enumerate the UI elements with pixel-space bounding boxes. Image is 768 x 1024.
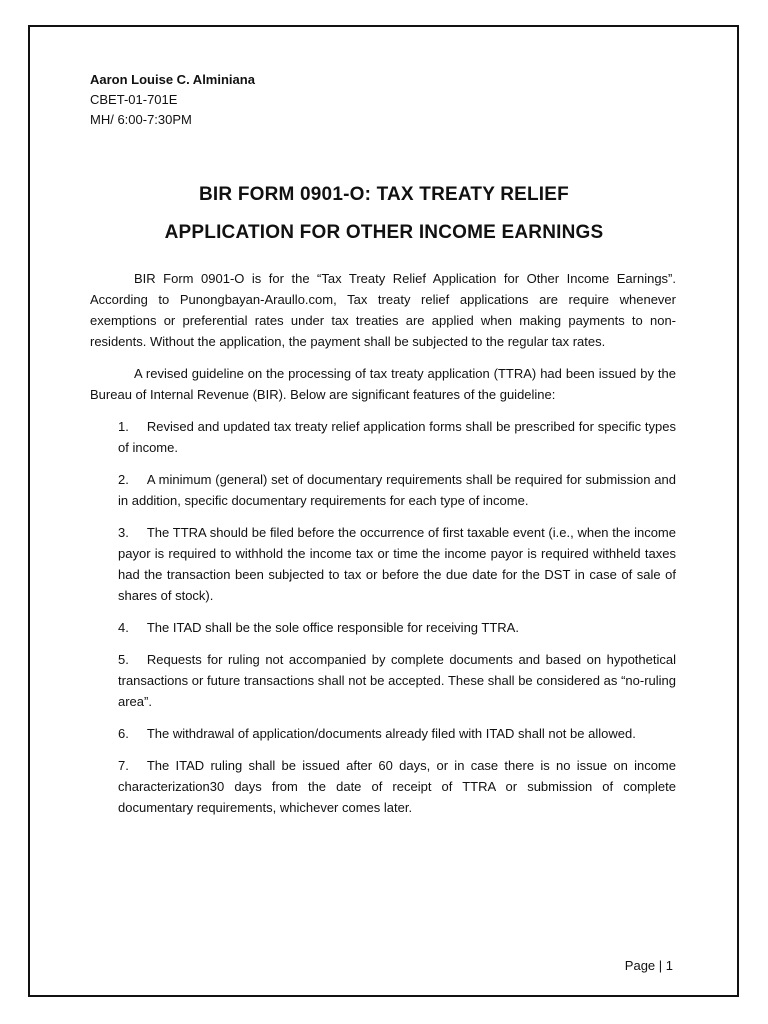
document-body	[90, 268, 676, 829]
list-item	[118, 649, 676, 712]
features-list	[90, 416, 676, 818]
list-item-number: 7.	[118, 758, 129, 773]
list-item	[118, 755, 676, 818]
page-number: Page | 1	[624, 958, 673, 973]
list-item-text: The withdrawal of application/documents already filed with ITAD shall not be allowed.	[146, 726, 636, 741]
author-schedule: MH/ 6:00-7:30PM	[90, 112, 192, 127]
author-section: CBET-01-701E	[90, 92, 178, 107]
list-item-text: The TTRA should be filed before the occurrence of first taxable event (i.e., when the income payor is required to withhold the income tax or time the income payor is required withheld taxes had the transaction been subjected to tax or before the due date for the DST in case of sale of shares of stock).	[118, 525, 676, 603]
title-line-2: APPLICATION FOR OTHER INCOME EARNINGS	[164, 222, 604, 243]
list-item	[118, 522, 676, 606]
list-item-text: The ITAD ruling shall be issued after 60 days, or in case there is no issue on income characterization30 days from the date of receipt of TTRA or submission of complete documentary requirements, whichever comes later.	[118, 758, 676, 815]
list-item-text: Revised and updated tax treaty relief application forms shall be prescribed for specific types of income.	[118, 419, 676, 455]
list-item-number: 2.	[118, 472, 129, 487]
list-item-number: 5.	[118, 652, 129, 667]
list-item-number: 4.	[118, 620, 129, 635]
list-item	[118, 617, 676, 638]
list-item-number: 1.	[118, 419, 129, 434]
paragraph-intro: BIR Form 0901-O is for the “Tax Treaty Relief Application for Other Income Earnings”. According to Punongbayan-Araullo.com, Tax treaty relief applications are require whenever exemptions or preferential rates under tax treaties are applied when making payments to non-residents. Without the application, the payment shall be subjected to the regular tax rates.	[90, 271, 676, 349]
list-item-text: Requests for ruling not accompanied by complete documents and based on hypothetical transactions or future transactions shall not be accepted. These shall be considered as “no-ruling area”.	[118, 652, 676, 709]
list-item	[118, 416, 676, 458]
author-name: Aaron Louise C. Alminiana	[90, 72, 255, 87]
author-block	[90, 70, 255, 130]
list-item-text: The ITAD shall be the sole office responsible for receiving TTRA.	[146, 620, 519, 635]
list-item	[118, 723, 676, 744]
list-item-number: 6.	[118, 726, 129, 741]
list-item-number: 3.	[118, 525, 129, 540]
paragraph-guideline: A revised guideline on the processing of tax treaty application (TTRA) had been issued by the Bureau of Internal Revenue (BIR). Below are significant features of the guideline:	[90, 366, 676, 402]
title-line-1: BIR FORM 0901-O: TAX TREATY RELIEF	[199, 184, 569, 205]
list-item	[118, 469, 676, 511]
list-item-text: A minimum (general) set of documentary requirements shall be required for submission and in addition, specific documentary requirements for each type of income.	[118, 472, 676, 508]
document-title	[60, 176, 708, 252]
